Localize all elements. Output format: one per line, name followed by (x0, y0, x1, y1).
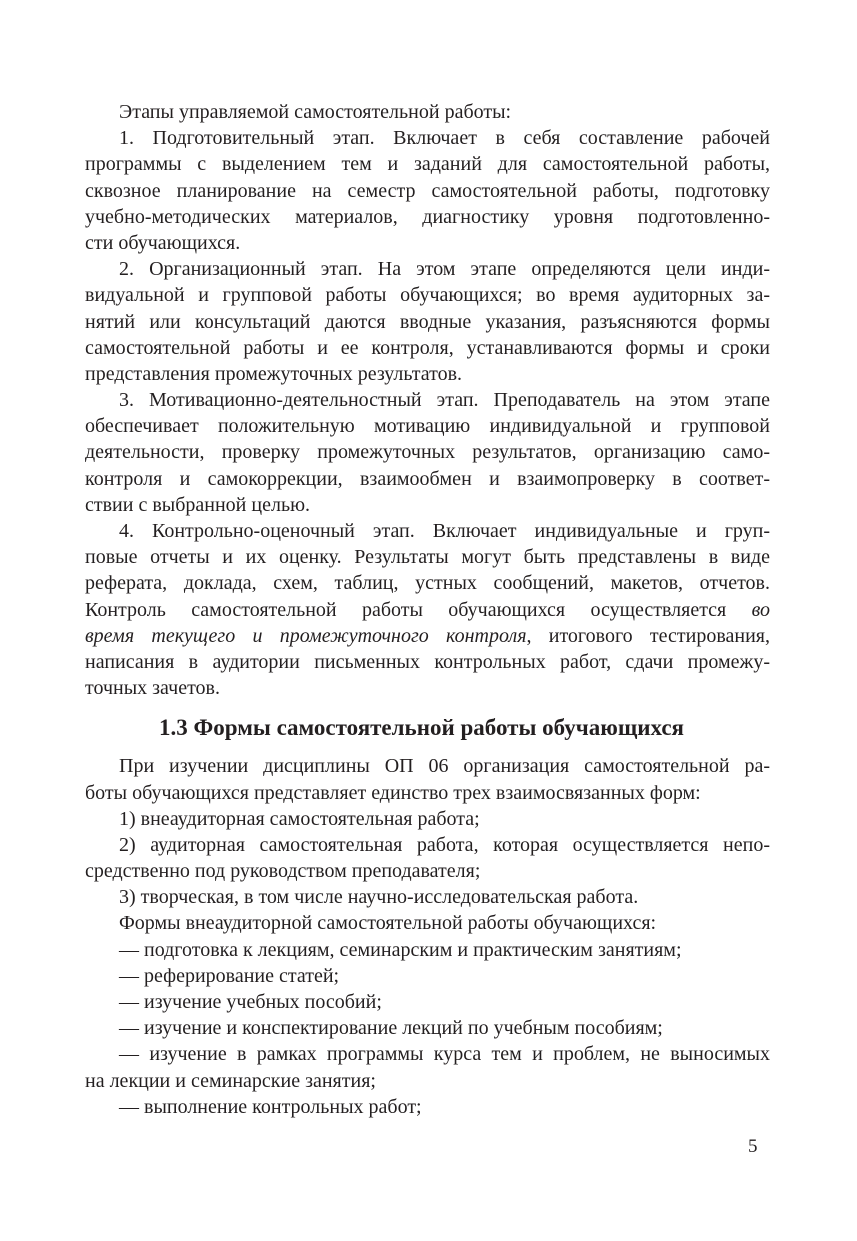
text-line (85, 597, 770, 623)
list-item: — изучение учебных пособий; (119, 991, 382, 1013)
text-line: написания в аудитории письменных контрольных работ, сдачи промежу- (85, 650, 770, 673)
text-line: боты обучающихся представляет единство трех взаимосвязанных форм: (85, 781, 701, 804)
text-line: сквозное планирование на семестр самостоятельной работы, подготовку (85, 179, 770, 202)
list-item: 1) внеаудиторная самостоятельная работа; (119, 807, 480, 830)
page-number: 5 (748, 1136, 758, 1157)
text-line: обеспечивает положительную мотивацию индивидуальной и групповой (85, 415, 770, 438)
list-item-continuation: средственно под руководством преподавателя; (85, 860, 481, 883)
list-item: — выполнение контрольных работ; (119, 1095, 422, 1118)
paragraph-forms-intro (85, 753, 770, 805)
forms-list (85, 806, 770, 911)
text-line: ствии с выбранной целью. (85, 493, 311, 516)
list-item: 2) аудиторная самостоятельная работа, которая осуществляется непо- (119, 833, 770, 856)
list-item: 3) творческая, в том числе научно-исследовательская работа. (119, 886, 639, 909)
section-heading: 1.3 Формы самостоятельной работы обучающихся (159, 715, 684, 741)
text-span: Контроль самостоятельной работы обучающихся осуществляется (85, 598, 752, 621)
text-line: 1. Подготовительный этап. Включает в себя составление рабочей (119, 127, 770, 150)
list-item-continuation: на лекции и семинарские занятия; (85, 1069, 376, 1092)
paragraph-stage-4 (85, 518, 770, 701)
extra-forms-list (85, 937, 770, 1120)
text-line: представления промежуточных результатов. (85, 362, 463, 385)
intro-line: Этапы управляемой самостоятельной работы: (119, 101, 512, 123)
list-item: — изучение и конспектирование лекций по учебным пособиям; (119, 1017, 663, 1040)
italic-span: во (751, 598, 770, 621)
list-item: — изучение в рамках программы курса тем и проблем, не выносимых (119, 1043, 770, 1066)
text-line: повые отчеты и их оценку. Результаты могут быть представлены в виде (85, 546, 770, 569)
text-span: , итогового тестирования, (526, 624, 770, 647)
text-line: самостоятельной работы и ее контроля, устанавливаются формы и сроки (85, 336, 770, 359)
text-line (85, 623, 770, 649)
paragraph-stage-2 (85, 256, 770, 387)
document-body (85, 99, 770, 1120)
extra-forms-intro: Формы внеаудиторной самостоятельной работы обучающихся: (119, 912, 657, 935)
paragraph-stage-1 (85, 125, 770, 256)
text-line: нятий или консультаций даются вводные указания, разъясняются формы (85, 310, 770, 333)
text-line: программы с выделением тем и заданий для самостоятельной работы, (85, 153, 770, 176)
text-line: контроля и самокоррекции, взаимообмен и взаимопроверку в соответ- (85, 467, 770, 490)
text-line: При изучении дисциплины ОП 06 организация самостоятельной ра- (119, 755, 770, 778)
text-line: 2. Организационный этап. На этом этапе определяются цели инди- (119, 258, 770, 281)
text-line: точных зачетов. (85, 677, 220, 700)
italic-span: время текущего и промежуточного контроля (85, 624, 527, 647)
paragraph-stage-3 (85, 387, 770, 518)
text-line: 3. Мотивационно-деятельностный этап. Преподаватель на этом этапе (119, 389, 770, 412)
list-item: — реферирование статей; (119, 964, 340, 987)
text-line: 4. Контрольно-оценочный этап. Включает индивидуальные и груп- (119, 520, 770, 542)
list-item: — подготовка к лекциям, семинарским и практическим занятиям; (119, 938, 682, 961)
text-line: деятельности, проверку промежуточных результатов, организацию само- (85, 441, 770, 464)
text-line: реферата, доклада, схем, таблиц, устных сообщений, макетов, отчетов. (85, 572, 770, 595)
text-line: сти обучающихся. (85, 231, 241, 254)
text-line: видуальной и групповой работы обучающихся; во время аудиторных за- (85, 284, 770, 307)
text-line: учебно-методических материалов, диагностику уровня подготовленно- (85, 205, 770, 228)
